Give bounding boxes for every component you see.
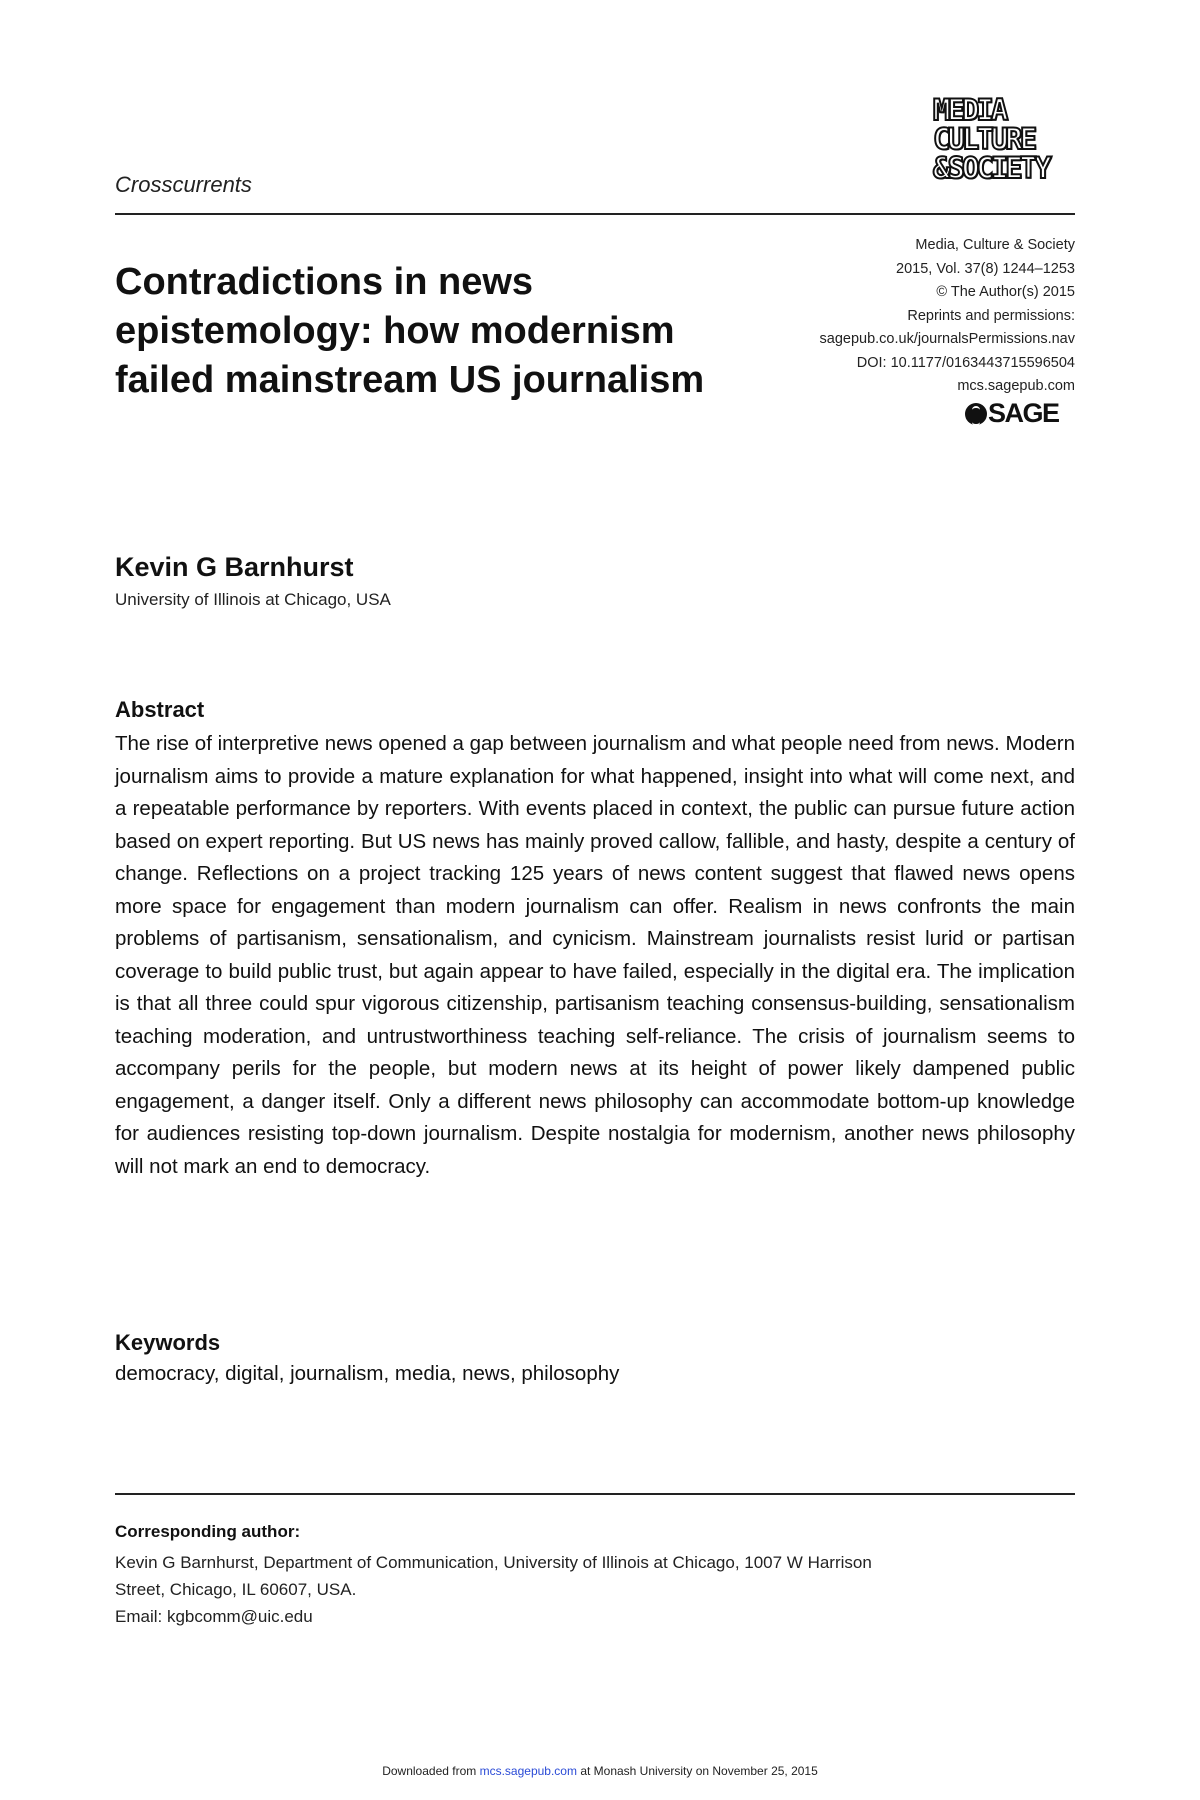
download-footer [0,1764,1200,1778]
abstract-text: The rise of interpretive news opened a gap between journalism and what people need from news. Modern journalism aims to provide a mature explanation for what happened, insight into what will come next, and a repeatable performance by reporters. With events placed in context, the public can pursue future action based on expert reporting. But US news has mainly proved callow, fallible, and hasty, despite a century of change. Reflections on a project tracking 125 years of news content suggest that flawed news opens more space for engagement than modern journalism can offer. Realism in news confronts the main problems of partisanism, sensationalism, and cynicism. Mainstream journalists resist lurid or partisan coverage to build public trust, but again appear to have failed, especially in the digital era. The implication is that all three could spur vigorous citizenship, partisanism teaching consensus-building, sensationalism teaching moderation, and untrustworthiness teaching self-reliance. The crisis of journalism seems to accompany perils for the people, but modern news at its height of power likely dampened public engagement, a danger itself. Only a different news philosophy can accommodate bottom-up knowledge for audiences resisting top-down journalism. Despite nostalgia for modernism, another news philosophy will not mark an end to democracy. [115,732,1075,1178]
meta-reprints: Reprints and permissions: [907,307,1075,324]
journal-logo-line: CULTURE [933,122,1035,156]
abstract-heading: Abstract [115,697,205,722]
meta-citation: 2015, Vol. 37(8) 1244–1253 [896,260,1075,277]
corresponding-details [115,1549,1075,1630]
author-affiliation: University of Illinois at Chicago, USA [115,590,391,609]
meta-permissions-link[interactable]: sagepub.co.uk/journalsPermissions.nav [819,331,1075,347]
article-meta [715,234,1075,399]
corresponding-address-line: Street, Chicago, IL 60607, USA. [115,1580,357,1599]
footer-suffix: at Monash University on November 25, 2015 [576,1764,818,1778]
publisher-logo [965,398,1059,429]
corresponding-heading: Corresponding author: [115,1522,301,1541]
meta-copyright: © The Author(s) 2015 [936,284,1075,300]
author-name: Kevin G Barnhurst [115,552,354,582]
meta-site-link[interactable]: mcs.sagepub.com [957,378,1075,394]
corresponding-email[interactable]: Email: kgbcomm@uic.edu [115,1607,313,1626]
meta-doi[interactable]: DOI: 10.1177/0163443715596504 [856,354,1075,371]
section-label: Crosscurrents [115,172,252,197]
header-divider [115,213,1075,215]
journal-logo [933,93,1049,185]
footnote-divider [115,1493,1075,1495]
keywords-list: democracy, digital, journalism, media, news, philosophy [115,1362,620,1385]
footer-site-link[interactable]: mcs.sagepub.com [479,1764,577,1778]
journal-logo-line: &SOCIETY [933,151,1049,185]
sage-swirl-icon [965,403,987,425]
corresponding-address-line: Kevin G Barnhurst, Department of Communication, University of Illinois at Chicago, 1007 W Harrison [115,1553,872,1572]
keywords-heading: Keywords [115,1330,221,1355]
article-title: Contradictions in news epistemology: how modernism failed mainstream US journalism [115,261,705,401]
footer-prefix: Downloaded from [382,1764,480,1778]
journal-logo-line: MEDIA [933,93,1006,127]
publisher-logo-text: SAGE [988,398,1059,428]
meta-journal: Media, Culture & Society [915,237,1075,253]
